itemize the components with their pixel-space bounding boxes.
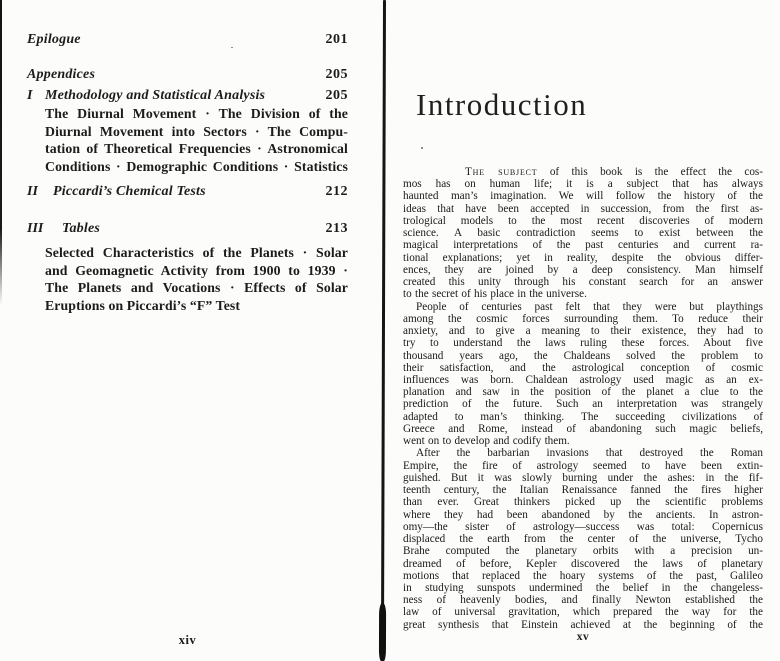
toc-entry-appendix-3: [27, 220, 348, 238]
toc-entry-label: Methodology and Statistical Analysis: [45, 88, 266, 103]
right-page-number: xv: [576, 631, 590, 643]
text-line: influences was born. Chaldean astrology used magic as an ex-: [403, 373, 763, 386]
scan-edge-line: [0, 0, 2, 305]
text-line: Greece and Rome, instead of abandoning such magic beliefs,: [403, 422, 763, 435]
page-gutter-shadow: [379, 603, 386, 661]
paragraph-lines: [403, 178, 763, 300]
toc-entry-label: Appendices: [27, 67, 96, 82]
intro-body: [403, 166, 763, 631]
text-line: Selected Characteristics of the Planets · Solar: [45, 245, 348, 260]
text-line: haunted man’s imagination. We will follow the history of the: [403, 190, 763, 203]
text-line: [403, 166, 763, 178]
toc-entry-pagenum: 213: [325, 221, 348, 236]
text-line: law of universal gravitation, which prepared the way for the: [403, 606, 763, 619]
text-line: dreamed of before, Kepler discovered the laws of planetary: [403, 557, 763, 570]
toc-entry-numeral: III: [27, 221, 44, 236]
text-line: thousand years ago, the Chaldeans solved the problem to: [403, 349, 763, 362]
text-line: People of centuries past felt that they were but playthings: [416, 300, 763, 313]
text-line: prediction of the future. Such an interpretation was strangely: [403, 398, 763, 411]
page-gutter-line: [381, 0, 386, 661]
intro-page: [403, 87, 763, 631]
text-line: Conditions · Demographic Conditions · Statistics: [45, 158, 348, 174]
text-line: to the secret of his place in the universe.: [403, 288, 587, 301]
text-line: went on to develop and codify them.: [403, 435, 570, 448]
toc-entry-appendix-2: [27, 183, 348, 201]
toc-entry-epilogue: [27, 31, 348, 49]
text-line: Empire, the fire of astrology seemed to have been extin-: [403, 459, 763, 472]
text-line: guished. But it was slowly burning under the ashes: in the fif-: [403, 471, 763, 484]
text-line: among the cosmic forces surrounding them. To reduce their: [403, 312, 763, 325]
text-line: anxiety, and to give a meaning to their existence, they had to: [403, 325, 763, 338]
text-line: Diurnal Movement into Sectors · The Compu-: [45, 123, 348, 139]
text-line: where they had been abandoned by the ancients. In astron-: [403, 508, 763, 521]
toc-entry-numeral: II: [27, 184, 38, 199]
text-line: ences, they are joined by a deep consistency. Man himself: [403, 263, 763, 276]
toc-entry-label: Epilogue: [27, 32, 81, 47]
text-line: ideas that have been accepted in succession, from the first as-: [403, 202, 763, 215]
text-line: tional explanations; yet in reality, despite the obvious differ-: [403, 251, 763, 264]
text-line: planation and saw in the position of the planet a clue to the: [403, 386, 763, 399]
text-line: than ever. Great thinkers picked up the scientific problems: [403, 496, 763, 509]
text-line: Eruptions on Piccardi’s “F” Test: [45, 297, 241, 313]
text-line: The Diurnal Movement · The Division of the: [45, 106, 348, 121]
paragraph: [403, 166, 763, 301]
paragraph: [403, 447, 763, 631]
chapter-title: Introduction: [416, 87, 588, 122]
text-line: science. A basic contradiction seems to exist between the: [403, 227, 763, 240]
text-line: ness of heavenly bodies, and finally Newton established the: [403, 594, 763, 607]
toc-subtopics-appendix-1: [45, 105, 348, 175]
text-line: their satisfaction, and the astrological conception of cosmic: [403, 361, 763, 374]
toc-entry-appendix-1: [27, 87, 348, 105]
toc-subtopics-appendix-3: [45, 244, 348, 314]
text-line: and Geomagnetic Activity from 1900 to 1939 ·: [45, 262, 348, 278]
toc-page: [27, 31, 348, 314]
left-page-number: xiv: [178, 633, 197, 647]
text-line: displaced the earth from the center of the universe, Tycho: [403, 533, 763, 546]
toc-entry-pagenum: 201: [325, 32, 348, 47]
text-line: mos has on human life; it is a subject that has always: [403, 178, 763, 191]
text-line: in studying sunspots undermined the belief in the changeless-: [403, 581, 763, 594]
paragraph: [403, 301, 763, 448]
lead-rest: of this book is the effect the cos-: [537, 166, 763, 178]
toc-entry-pagenum: 212: [325, 184, 348, 199]
text-line: tation of Theoretical Frequencies · Astronomical: [45, 141, 348, 156]
toc-entry-label: Piccardi’s Chemical Tests: [53, 184, 206, 199]
text-line: try to understand the laws ruling these forces. About five: [403, 337, 763, 350]
toc-entry-label: Tables: [62, 221, 101, 236]
text-line: great synthesis that Einstein achieved at the beginning of the: [403, 618, 763, 631]
text-line: After the barbarian invasions that destroyed the Roman: [416, 447, 763, 460]
toc-entry-appendices: [27, 66, 348, 84]
text-line: Brahe computed the planetary orbits with a precision un-: [403, 545, 763, 558]
toc-entry-numeral: I: [27, 88, 33, 103]
text-line: adapted to man’s thinking. The succeeding civilizations of: [403, 410, 763, 423]
text-line: teenth century, the Italian Renaissance fanned the fires higher: [403, 484, 763, 497]
smallcaps-lead: The subject: [465, 166, 538, 178]
text-line: motions that replaced the hoary systems of the past, Galileo: [403, 569, 763, 582]
text-line: trological models to the most recent discoveries of modern: [403, 214, 763, 227]
text-line: magical interpretations of the past centuries and current ra-: [403, 239, 763, 252]
text-line: created this unity through his constant search for an answer: [403, 276, 763, 289]
toc-entry-pagenum: 205: [325, 88, 348, 103]
text-line: omy—the sister of astrology—success was total: Copernicus: [403, 520, 763, 533]
toc-entry-pagenum: 205: [325, 67, 348, 82]
text-line: The Planets and Vocations · Effects of Solar: [45, 280, 348, 295]
